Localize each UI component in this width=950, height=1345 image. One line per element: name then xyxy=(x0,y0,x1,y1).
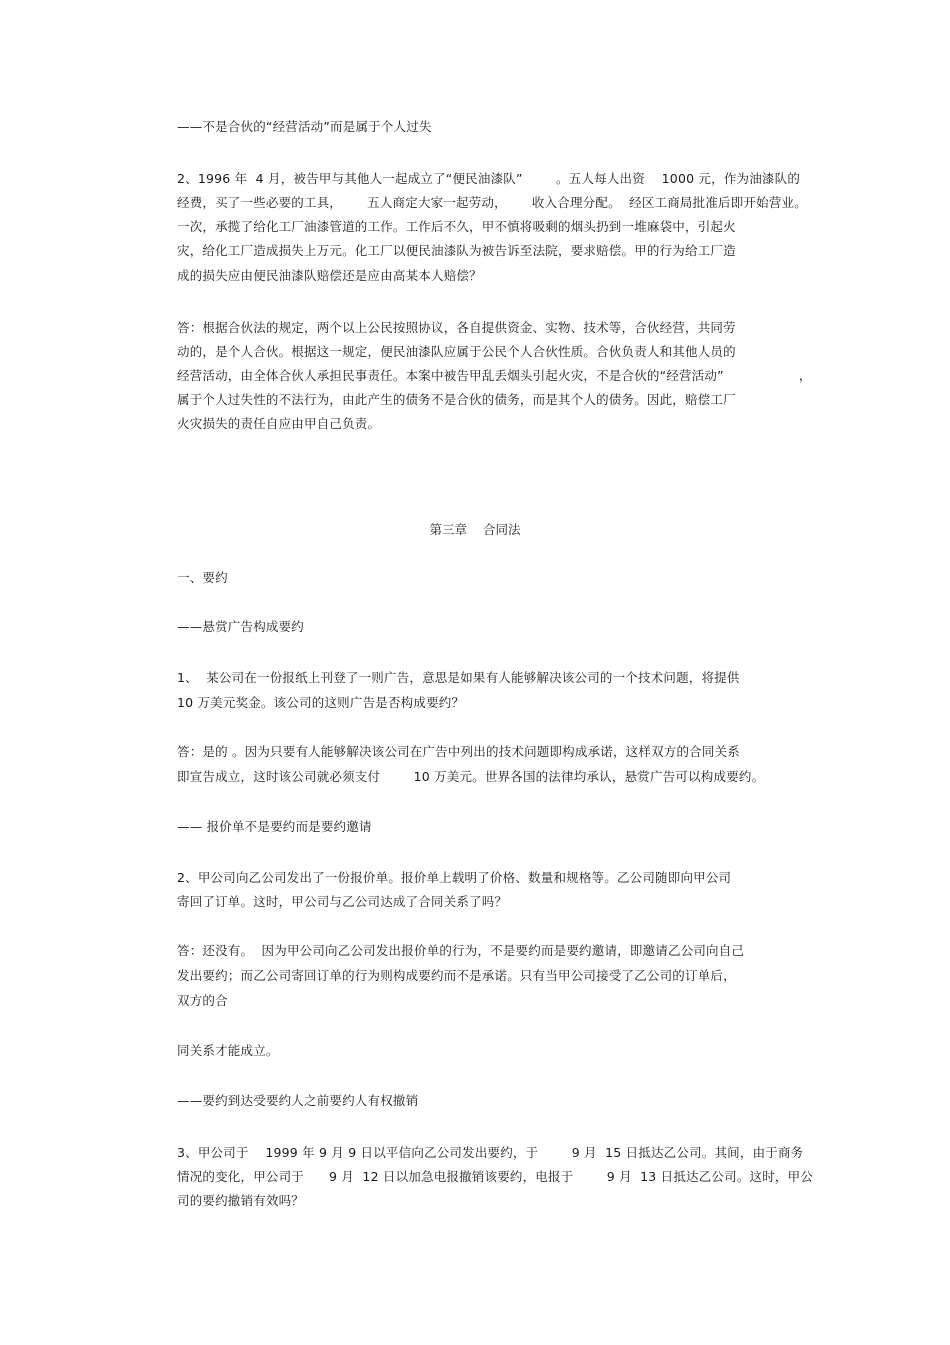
text-line: 火灾损失的责任自应由甲自己负责。 xyxy=(177,416,381,431)
text-line: 发出要约；而乙公司寄回订单的行为则构成要约而不是承诺。只有当甲公司接受了乙公司的订单后， xyxy=(177,968,736,983)
text-line: 灾，给化工厂造成损失上万元。化工厂以便民油漆队为被告诉至法院，要求赔偿。甲的行为给工厂造 xyxy=(177,243,736,258)
text-line: 司的要约撤销有效吗？ xyxy=(177,1193,305,1208)
subheading: —— 报价单不是要约而是要约邀请 xyxy=(177,819,372,834)
text-line: 3、甲公司于 1999 年 9 月 9 日以平信向乙公司发出要约，于 9 月 15 日抵达乙公司。其间，由于商务 xyxy=(177,1145,804,1160)
text-line: 1、 某公司在一份报纸上刊登了一则广告，意思是如果有人能够解决该公司的一个技术问题，将提供 xyxy=(177,670,740,685)
text-line: 寄回了订单。这时，甲公司与乙公司达成了合同关系了吗？ xyxy=(177,894,508,909)
text-line: 答：还没有。 因为甲公司向乙公司发出报价单的行为，不是要约而是要约邀请，即邀请乙公司向自己 xyxy=(177,943,745,958)
text-line: 答：根据合伙法的规定，两个以上公民按照协议，各自提供资金、实物、技术等，合伙经营，共同劳 xyxy=(177,320,736,335)
text-line: 动的，是个人合伙。根据这一规定，便民油漆队应属于公民个人合伙性质。合伙负责人和其他人员的 xyxy=(177,344,736,359)
text-line: 即宣告成立，这时该公司就必须支付 10 万美元。世界各国的法律均承认，悬赏广告可以构成要约。 xyxy=(177,769,765,784)
chapter-title: 第三章 合同法 xyxy=(429,522,521,537)
text-line: 2、1996 年 4 月，被告甲与其他人一起成立了“便民油漆队” 。五人每人出资 1000 元，作为油漆队的 xyxy=(177,171,801,186)
text-line: 同关系才能成立。 xyxy=(177,1043,279,1058)
text-line: 经营活动，由全体合伙人承担民事责任。本案中被告甲乱丢烟头引起火灾，不是合伙的“经营活动” ， xyxy=(177,368,812,383)
text-line: 答：是的 。因为只要有人能够解决该公司在广告中列出的技术问题即构成承诺，这样双方的合同关系 xyxy=(177,744,740,759)
text-line: 2、甲公司向乙公司发出了一份报价单。报价单上载明了价格、数量和规格等。乙公司随即向甲公司 xyxy=(177,870,732,885)
text-line: 经费，买了一些必要的工具， 五人商定大家一起劳动， 收入合理分配。 经区工商局批准后即开始营业。 xyxy=(177,195,807,210)
subheading: ——要约到达受要约人之前要约人有权撤销 xyxy=(177,1093,419,1108)
section-heading: 一、要约 xyxy=(177,570,228,585)
text-line: ——不是合伙的“经营活动”而是属于个人过失 xyxy=(177,119,432,134)
text-line: 成的损失应由便民油漆队赔偿还是应由高某本人赔偿？ xyxy=(177,268,482,283)
text-line: 属于个人过失性的不法行为，由此产生的债务不是合伙的债务，而是其个人的债务。因此，赔偿工厂 xyxy=(177,392,736,407)
text-line: 一次，承揽了给化工厂油漆管道的工作。工作后不久，甲不慎将吸剩的烟头扔到一堆麻袋中，引起火 xyxy=(177,219,736,234)
subheading: ——悬赏广告构成要约 xyxy=(177,619,305,634)
text-line: 情况的变化，甲公司于 9 月 12 日以加急电报撤销该要约，电报于 9 月 13 日抵达乙公司。这时，甲公 xyxy=(177,1169,814,1184)
text-line: 10 万美元奖金。该公司的这则广告是否构成要约？ xyxy=(177,695,465,710)
text-line: 双方的合 xyxy=(177,993,228,1008)
